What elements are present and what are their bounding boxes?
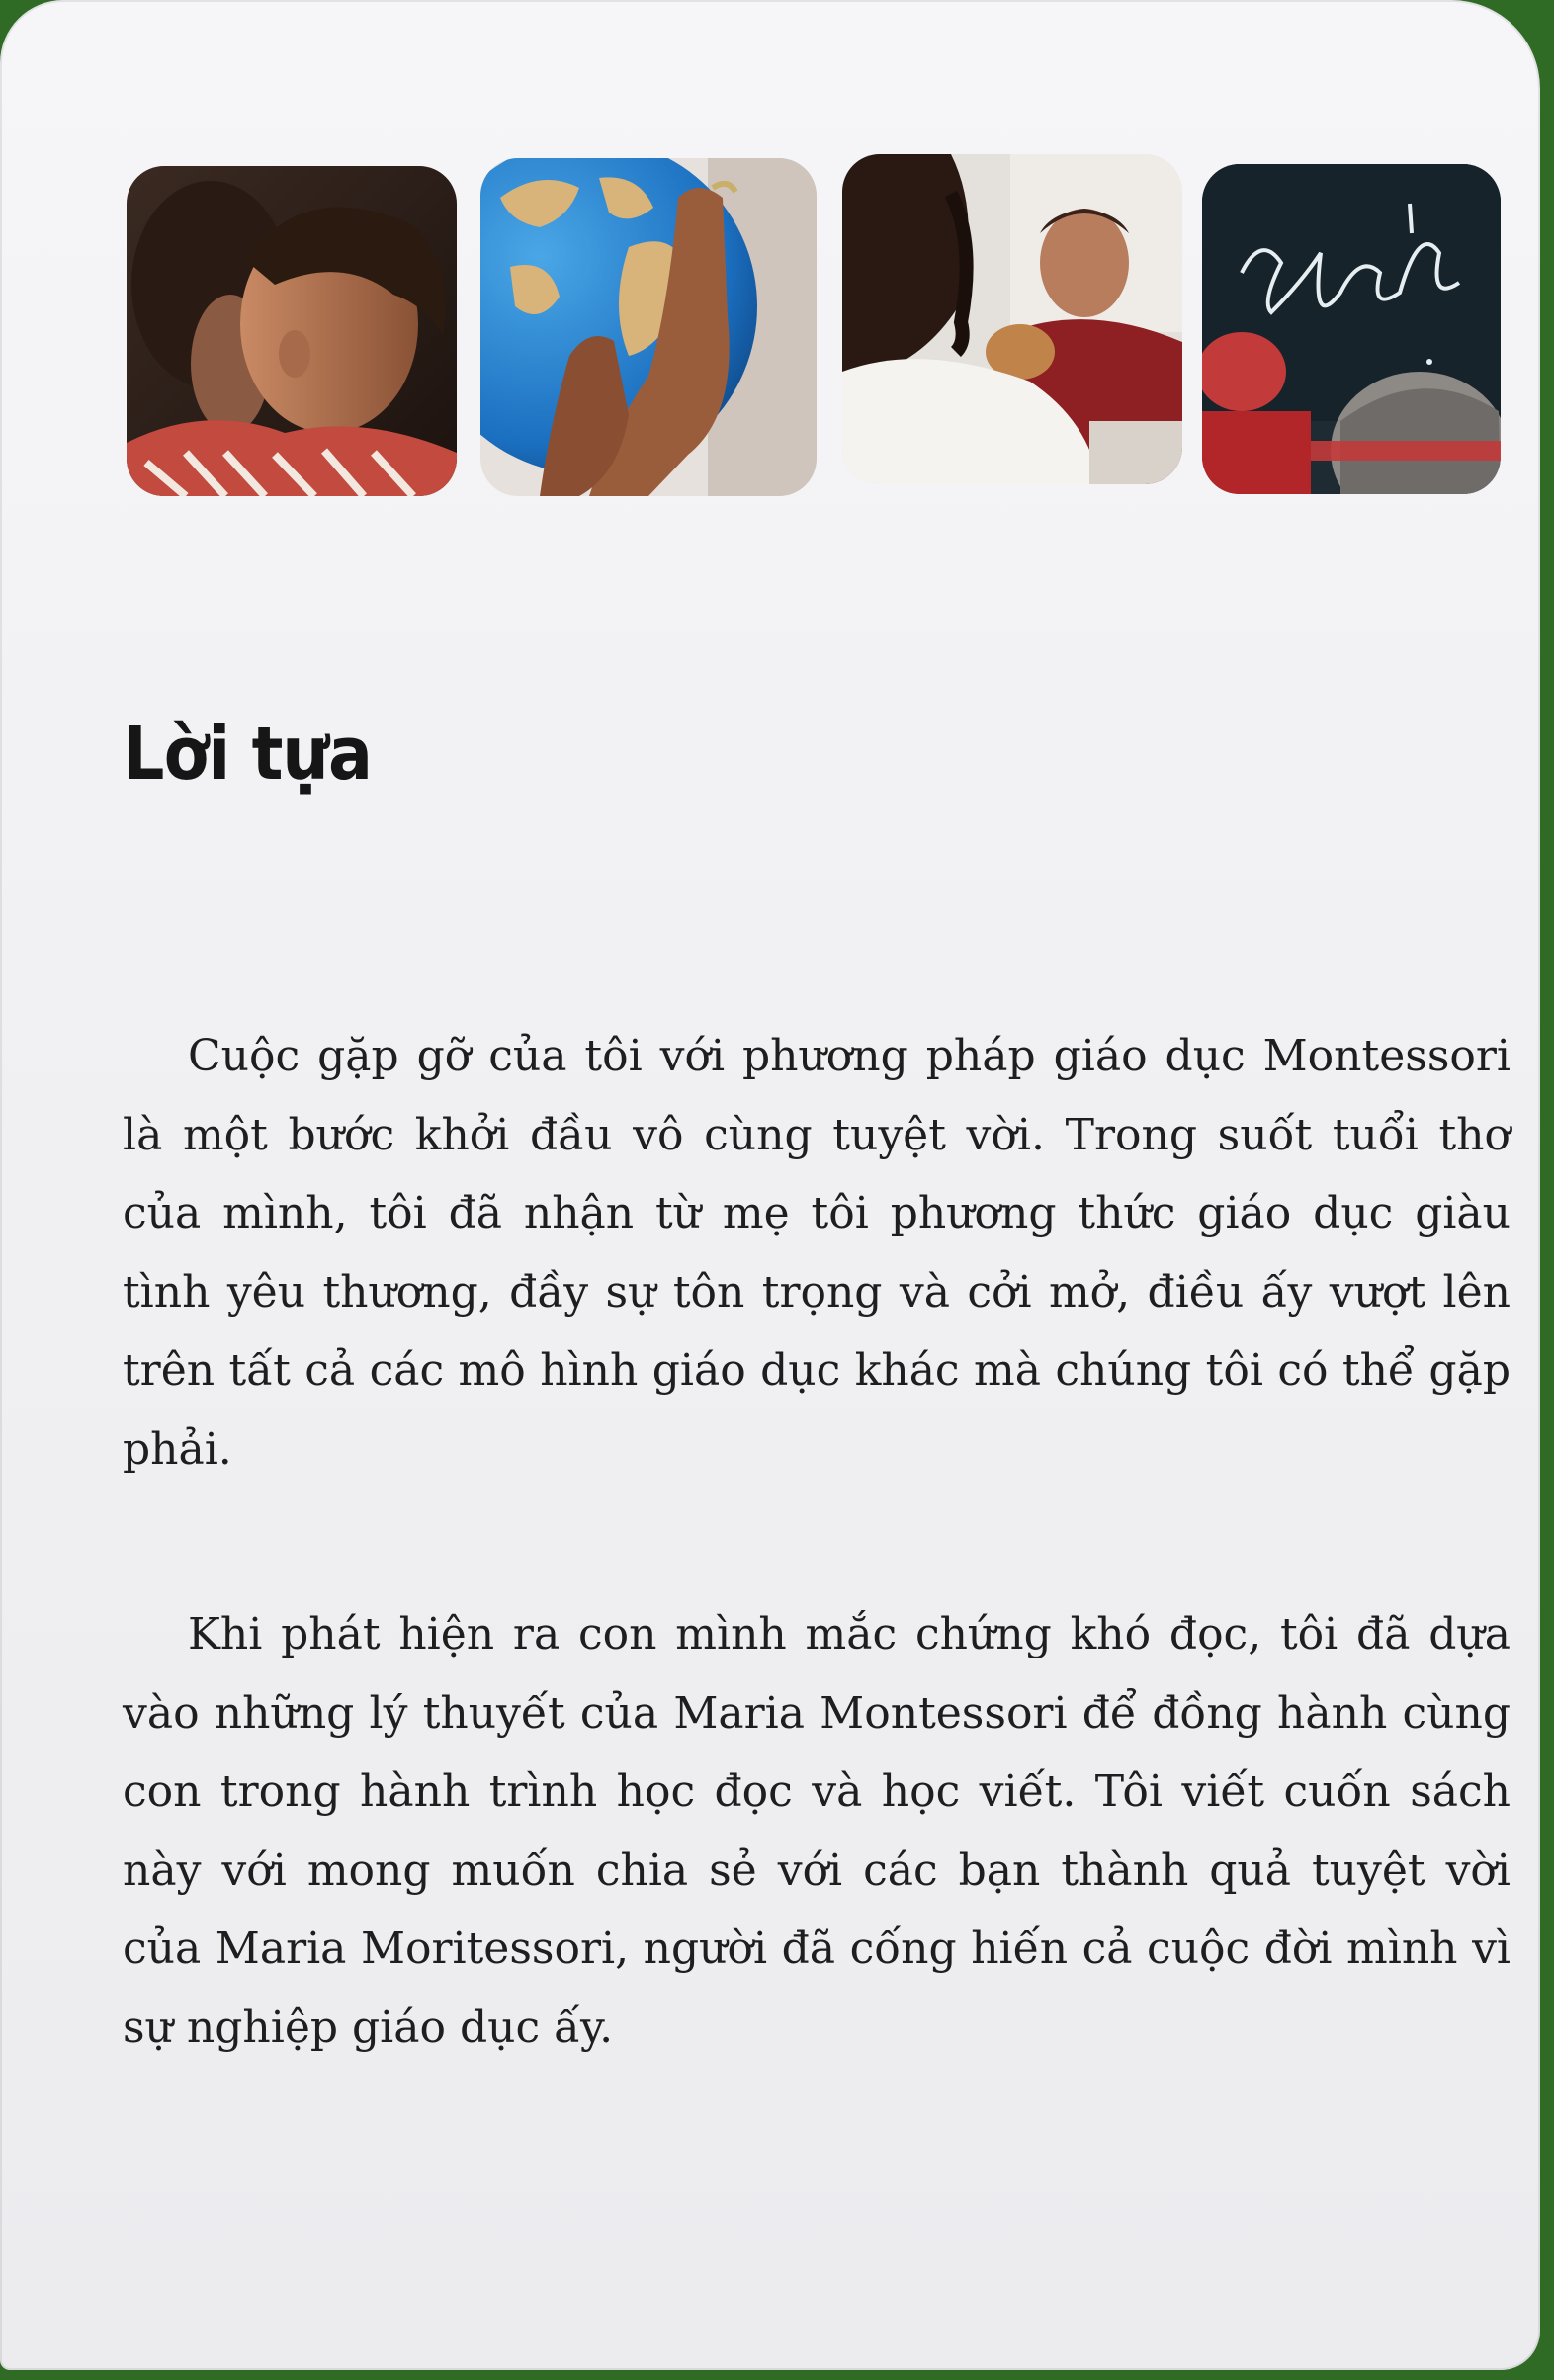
page-title: Lời tựa <box>123 712 373 797</box>
children-hugging-photo-icon <box>127 166 457 496</box>
preface-paragraph-2: Khi phát hiện ra con mình mắc chứng khó đọc, tôi đã dựa vào những lý thuyết của Maria Montessori để đồng hành cùng con trong hành trình học đọc và học viết. Tôi viết cuốn sách này với mong muốn chia sẻ với các bạn thành quả tuyệt vời của Maria Moritessori, người đã cống hiến cả cuộc đời mình vì sự nghiệp giáo dục ấy. <box>123 1609 1511 2053</box>
photo-strip <box>127 158 1511 504</box>
girl-with-braid-classroom-photo-icon <box>842 154 1182 484</box>
preface-paragraph-1: Cuộc gặp gỡ của tôi với phương pháp giáo dục Montessori là một bước khởi đầu vô cùng tuyệt vời. Trong suốt tuổi thơ của mình, tôi đã nhận từ mẹ tôi phương thức giáo dục giàu tình yêu thương, đầy sự tôn trọng và cởi mở, điều ấy vượt lên trên tất cả các mô hình giáo dục khác mà chúng tôi có thể gặp phải. <box>123 1031 1511 1475</box>
child-chalkboard-writing-photo-icon <box>1202 164 1501 494</box>
globe-hands-photo-icon <box>480 158 817 496</box>
